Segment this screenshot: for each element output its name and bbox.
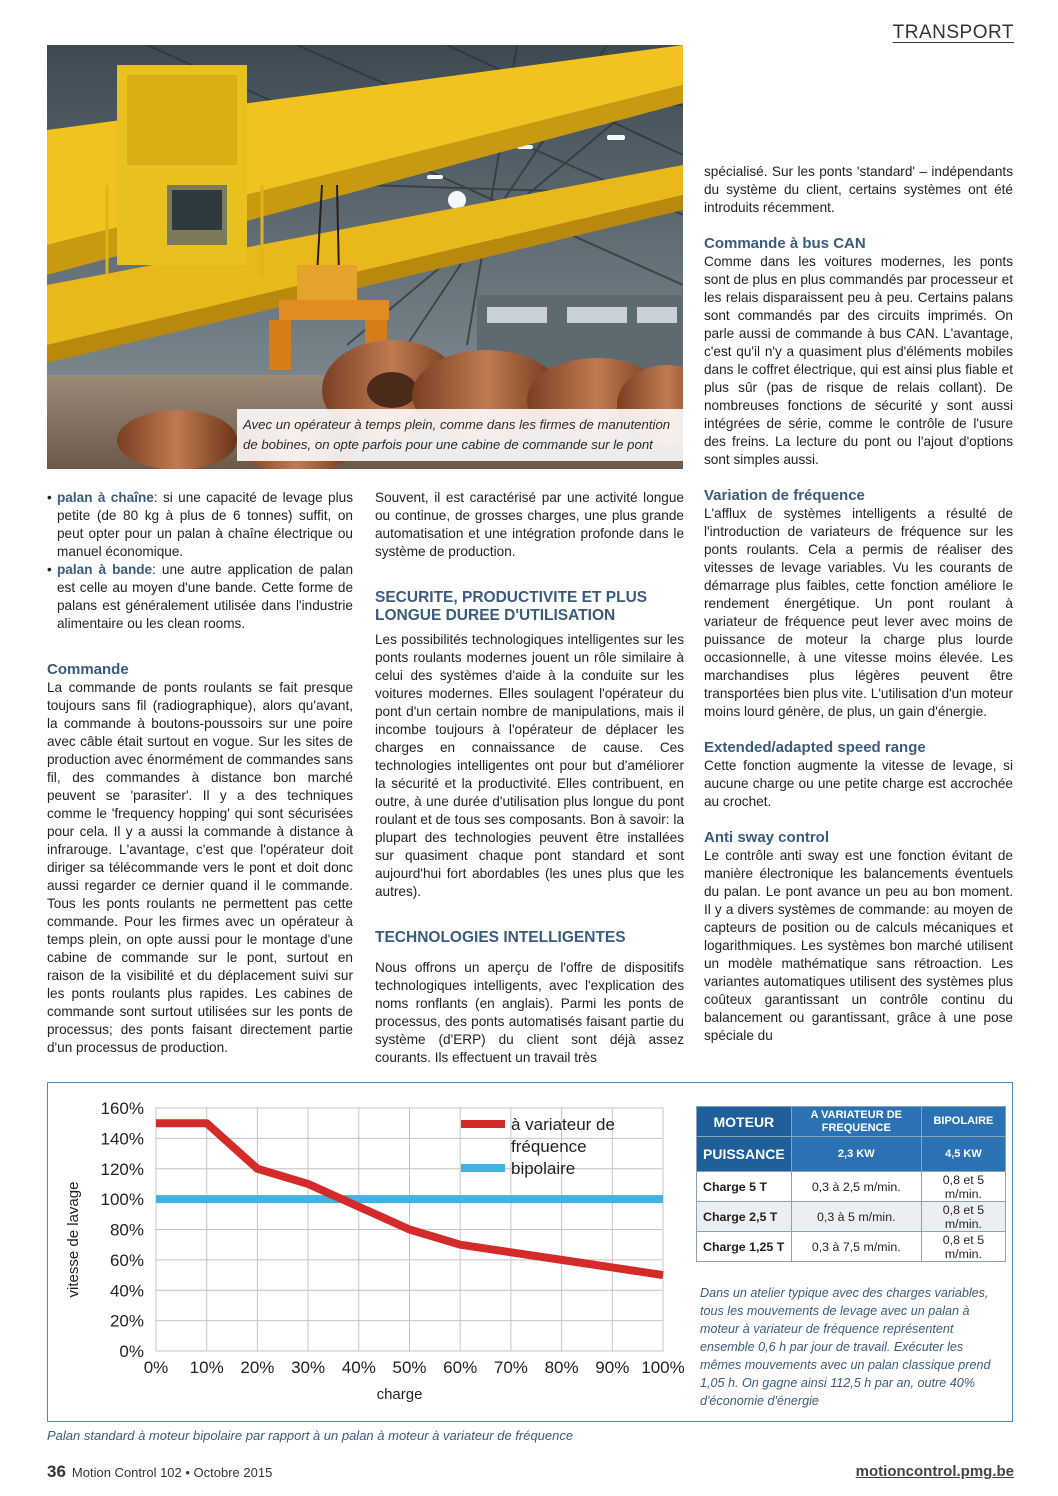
x-tick-label: 40% bbox=[341, 1358, 376, 1377]
x-tick-label: 30% bbox=[291, 1358, 326, 1377]
table-row bbox=[697, 1202, 1006, 1232]
table-cell: 0,8 et 5 m/min. bbox=[921, 1202, 1005, 1232]
website-link[interactable]: motioncontrol.pmg.be bbox=[855, 1463, 1014, 1480]
heading-commande: Commande bbox=[47, 661, 129, 678]
heading-can: Commande à bus CAN bbox=[704, 235, 866, 252]
heading-frequence: Variation de fréquence bbox=[704, 487, 865, 504]
footer-issue bbox=[47, 1462, 272, 1482]
table-cell: 0,8 et 5 m/min. bbox=[921, 1232, 1005, 1262]
column-2 bbox=[375, 489, 684, 1067]
table-cell: 0,3 à 5 m/min. bbox=[791, 1202, 921, 1232]
list-item: • palan à chaîne: si une capacité de levage plus petite (de 80 kg à plus de 6 tonnes) suffit, on peut opter pour un palan à chaîne électrique ou manuel économique. bbox=[47, 489, 353, 561]
table-row bbox=[697, 1232, 1006, 1262]
table-header-kw-bipolaire: 4,5 KW bbox=[921, 1137, 1005, 1172]
paragraph-speed-range: Cette fonction augmente la vitesse de levage, si aucune charge ou une petite charge est accrochée au crochet. bbox=[704, 758, 1013, 809]
table-header-puissance: PUISSANCE bbox=[697, 1137, 792, 1172]
x-tick-label: 20% bbox=[240, 1358, 275, 1377]
crane-photo-illustration bbox=[47, 45, 683, 469]
table-header-bipolaire: BIPOLAIRE bbox=[921, 1107, 1005, 1137]
x-tick-label: 70% bbox=[493, 1358, 528, 1377]
x-tick-label: 90% bbox=[595, 1358, 630, 1377]
table-cell: Charge 1,25 T bbox=[697, 1232, 792, 1262]
x-tick-label: 100% bbox=[641, 1358, 685, 1377]
table-cell: 0,3 à 2,5 m/min. bbox=[791, 1172, 921, 1202]
table-header-moteur: MOTEUR bbox=[697, 1107, 792, 1137]
x-tick-label: 50% bbox=[392, 1358, 427, 1377]
list-item: • palan à bande: une autre application de palan est celle au moyen d'une bande. Cette forme de palans est généralement utilisée dans l'industrie alimentaire ou les clean rooms. bbox=[47, 561, 353, 633]
legend-label-variateur: à variateur de fréquence bbox=[511, 1115, 615, 1156]
table-header-kw-variateur: 2,3 KW bbox=[791, 1137, 921, 1172]
column-1 bbox=[47, 489, 353, 1057]
heading-securite: SECURITE, PRODUCTIVITE ET PLUS LONGUE DUREE D'UTILISATION bbox=[375, 589, 648, 624]
heading-speed-range: Extended/adapted speed range bbox=[704, 739, 926, 756]
y-tick-label: 120% bbox=[100, 1159, 144, 1179]
legend-label-bipolaire: bipolaire bbox=[511, 1159, 576, 1178]
column-3 bbox=[704, 163, 1013, 1045]
speed-chart-svg bbox=[48, 1083, 693, 1421]
section-label: TRANSPORT bbox=[892, 22, 1014, 43]
y-tick-label: 80% bbox=[109, 1220, 144, 1240]
figure-caption: Palan standard à moteur bipolaire par rapport à un palan à moteur à variateur de fréquence bbox=[47, 1428, 574, 1443]
motor-spec-table bbox=[696, 1106, 1006, 1262]
page-number: 36 bbox=[47, 1462, 66, 1481]
x-tick-label: 60% bbox=[443, 1358, 478, 1377]
photo-caption: Avec un opérateur à temps plein, comme dans les firmes de manutention de bobines, on opte parfois pour une cabine de commande sur le pont bbox=[237, 409, 683, 461]
hoist-type-list bbox=[47, 489, 353, 633]
table-header-variateur: A VARIATEUR DE FREQUENCE bbox=[791, 1107, 921, 1137]
paragraph-anti-sway: Le contrôle anti sway est une fonction évitant de manière électronique les balancements éventuels du palan. Le pont avance un peu au bon moment. Il y a divers systèmes de commande: au moyen de capteurs de position ou de calculs mécaniques et logarithmiques. Les systèmes bon marché utilisent un modèle mathématique sans rétroaction. Les variantes automatiques utilisent des systèmes plus coûteux garantissant un contrôle continu du balancement ou garantissant, grâce à une pose spéciale du bbox=[704, 848, 1013, 1043]
table-note: Dans un atelier typique avec des charges variables, tous les mouvements de levage avec un palan à moteur à variateur de fréquence représentent ensemble 0,6 h par jour de travail. Exécuter les mêmes mouvements avec un palan classique prend 1,05 h. On gagne ainsi 112,5 h par an, outre 40% d'économie d'énergie bbox=[700, 1286, 991, 1408]
x-tick-label: 80% bbox=[544, 1358, 579, 1377]
table-cell: 0,8 et 5 m/min. bbox=[921, 1172, 1005, 1202]
y-tick-label: 40% bbox=[109, 1281, 144, 1301]
paragraph-technologies: Nous offrons un aperçu de l'offre de dispositifs technologiques intelligents, avec l'explication des noms ronflants (en anglais). Parmi les ponts de processus, des ponts automatisés faisant partie du système (d'ERP) du client sont déjà assez courants. Ils effectuent un travail très bbox=[375, 960, 684, 1065]
paragraph-frequence: L'afflux de systèmes intelligents a résulté de l'introduction de variateurs de fréquence sur les ponts roulants. Cela a permis de réaliser des vitesses de levage variables. Vu les courants de démarrage plus faibles, cette fonction améliore le rendement énergétique. Un pont roulant à variateur de fréquence peut lever avec moins de puissance de moteur la charge plus lourde occasionnelle, à une vitesse moins élevée. Les marchandises plus légères peuvent être transportées bien plus vite. L'utilisation d'un moteur moins lourd génère, de plus, un gain d'énergie. bbox=[704, 506, 1013, 719]
speed-chart bbox=[48, 1083, 693, 1426]
table-cell: Charge 2,5 T bbox=[697, 1202, 792, 1232]
paragraph-intro: Souvent, il est caractérisé par une activité longue ou continue, de grosses charges, une plus grande automatisation et une intégration profonde dans le système de production. bbox=[375, 490, 684, 559]
paragraph-commande: La commande de ponts roulants se fait presque toujours sans fil (radiographique), alors qu'avant, la commande à boutons-poussoirs sur une poire avec câble était surtout en vogue. Sur les sites de production avec énormément de commandes sans fil, des commandes à distance bon marché peuvent se 'parasiter'. Il y a des techniques comme le 'frequency hopping' qui sont sécurisées pour cela. Il y a aussi la commande à distance à infrarouge. L'avantage, c'est que l'opérateur doit diriger sa télécommande vers le pont et doit donc aussi regarder ce dernier quand il le commande. Tous les ponts roulants ne permettent pas cette commande. Pour les firmes avec un opérateur à temps plein, on opte aussi pour le montage d'une cabine de commande sur le pont, surtout en raison de la visibilité et du déplacement suivi sur les ponts roulants plus rapides. Les cabines de commande sont surtout utilisées sur les ponts de processus; des ponts faisant directement partie d'un processus de production. bbox=[47, 680, 353, 1055]
y-tick-label: 100% bbox=[100, 1190, 144, 1210]
y-axis-label: vitesse de lavage bbox=[65, 1181, 82, 1298]
heading-technologies: TECHNOLOGIES INTELLIGENTES bbox=[375, 929, 626, 946]
y-tick-label: 60% bbox=[109, 1250, 144, 1270]
y-tick-label: 20% bbox=[109, 1311, 144, 1331]
y-tick-label: 140% bbox=[100, 1129, 144, 1149]
table-row bbox=[697, 1172, 1006, 1202]
table-cell: 0,3 à 7,5 m/min. bbox=[791, 1232, 921, 1262]
table-cell: Charge 5 T bbox=[697, 1172, 792, 1202]
x-axis-label: charge bbox=[376, 1386, 423, 1403]
y-tick-label: 0% bbox=[119, 1342, 144, 1361]
paragraph-can: Comme dans les voitures modernes, les ponts sont de plus en plus commandés par processeur et les relais disparaissent peu à peu. Certains palans sont commandés par des circuits imprimés. On parle aussi de commande à bus CAN. L'avantage, c'est qu'il n'y a quasiment plus d'éléments mobiles dans le coffret électrique, qui est ainsi plus fiable et plus sûr (pas de risque de relais collant). De nombreuses fonctions de sécurité y sont aussi intégrées de série, comme le contrôle de l'usure des freins. La lecture du pont ou l'ajout d'options sont simples aussi. bbox=[704, 254, 1013, 467]
paragraph-specialise: spécialisé. Sur les ponts 'standard' – indépendants du système du client, certains systèmes ont été introduits récemment. bbox=[704, 164, 1013, 215]
heading-anti-sway: Anti sway control bbox=[704, 829, 830, 846]
x-tick-label: 10% bbox=[189, 1358, 224, 1377]
x-tick-label: 0% bbox=[143, 1358, 169, 1377]
hero-photo bbox=[47, 45, 683, 469]
paragraph-securite: Les possibilités technologiques intelligentes sur les ponts roulants modernes jouent un rôle similaire à celui des systèmes d'aide à la conduite sur les voitures modernes. Elles soulagent l'opérateur du pont d'un certain nombre de manipulations, mais il incombe toujours à l'opérateur de déplacer les charges en connaissance de cause. Ces technologies intelligentes ont pour but d'améliorer la sécurité et la productivité. Elles contribuent, en outre, à une durée d'utilisation plus longue du pont roulant et de tous ses composants. Bon à savoir: la plupart des technologies peuvent être installées sur quasiment chaque pont standard et sont aujourd'hui fort abordables (les unes plus que les autres). bbox=[375, 632, 684, 899]
y-tick-label: 160% bbox=[100, 1099, 144, 1118]
issue-label: Motion Control 102 • Octobre 2015 bbox=[71, 1465, 273, 1480]
